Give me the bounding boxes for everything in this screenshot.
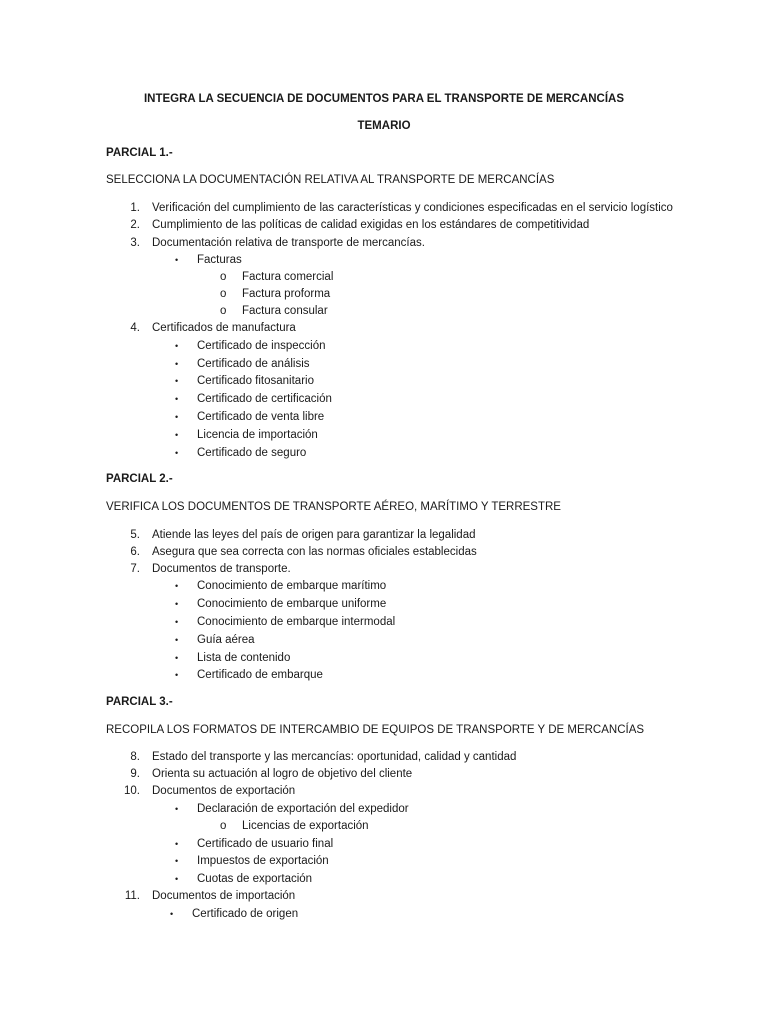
- bullet-icon: •: [175, 670, 179, 680]
- item-number: 6.: [130, 546, 140, 558]
- item-text: Certificado de embarque: [197, 669, 323, 681]
- bullet-icon: •: [170, 909, 174, 919]
- item-text: Atiende las leyes del país de origen para garantizar la legalidad: [152, 529, 476, 541]
- sub-bullet-icon: o: [220, 271, 227, 283]
- item-text: Facturas: [197, 254, 242, 266]
- sub-bullet-icon: o: [220, 305, 227, 317]
- bullet-icon: •: [175, 448, 179, 458]
- item-number: 8.: [130, 751, 140, 763]
- item-text: Impuestos de exportación: [197, 855, 329, 867]
- parcial-2-label: PARCIAL 2.-: [106, 473, 173, 485]
- bullet-icon: •: [175, 599, 179, 609]
- bullet-icon: •: [175, 376, 179, 386]
- item-number: 9.: [130, 768, 140, 780]
- item-number: 7.: [130, 563, 140, 575]
- item-text: Lista de contenido: [197, 652, 291, 664]
- item-text: Cuotas de exportación: [197, 873, 313, 885]
- item-text: Estado del transporte y las mercancías: oportunidad, calidad y cantidad: [152, 751, 517, 763]
- parcial-1-heading: SELECCIONA LA DOCUMENTACIÓN RELATIVA AL TRANSPORTE DE MERCANCÍAS: [106, 174, 555, 186]
- item-text: Certificado de usuario final: [197, 838, 334, 850]
- item-text: Documentos de importación: [152, 890, 296, 902]
- bullet-icon: •: [175, 255, 179, 265]
- item-text: Documentación relativa de transporte de mercancías.: [152, 237, 425, 249]
- item-text: Documentos de exportación: [152, 785, 296, 797]
- item-text: Licencia de importación: [197, 429, 318, 441]
- sub-bullet-icon: o: [220, 820, 227, 832]
- bullet-icon: •: [175, 804, 179, 814]
- item-text: Certificado de origen: [192, 908, 299, 920]
- item-number: 5.: [130, 529, 140, 541]
- bullet-icon: •: [175, 412, 179, 422]
- item-number: 2.: [130, 219, 140, 231]
- item-text: Factura consular: [242, 305, 328, 317]
- bullet-icon: •: [175, 394, 179, 404]
- bullet-icon: •: [175, 635, 179, 645]
- item-text: Licencias de exportación: [242, 820, 369, 832]
- item-number: 3.: [130, 237, 140, 249]
- item-number: 10.: [124, 785, 140, 797]
- item-text: Certificado de análisis: [197, 358, 310, 370]
- item-text: Cumplimiento de las políticas de calidad exigidas en los estándares de competitividad: [152, 219, 590, 231]
- item-text: Factura proforma: [242, 288, 331, 300]
- document-subtitle: TEMARIO: [357, 120, 411, 132]
- bullet-icon: •: [175, 581, 179, 591]
- sub-bullet-icon: o: [220, 288, 227, 300]
- parcial-1-label: PARCIAL 1.-: [106, 147, 173, 159]
- item-number: 1.: [130, 202, 140, 214]
- item-text: Certificado fitosanitario: [197, 375, 314, 387]
- bullet-icon: •: [175, 617, 179, 627]
- item-text: Conocimiento de embarque intermodal: [197, 616, 396, 628]
- bullet-icon: •: [175, 341, 179, 351]
- bullet-icon: •: [175, 430, 179, 440]
- parcial-3-heading: RECOPILA LOS FORMATOS DE INTERCAMBIO DE EQUIPOS DE TRANSPORTE Y DE MERCANCÍAS: [106, 724, 645, 736]
- item-text: Guía aérea: [197, 634, 255, 646]
- item-text: Conocimiento de embarque uniforme: [197, 598, 387, 610]
- item-text: Documentos de transporte.: [152, 563, 291, 575]
- item-text: Certificado de certificación: [197, 393, 332, 405]
- item-number: 11.: [124, 890, 140, 902]
- item-text: Certificado de venta libre: [197, 411, 325, 423]
- bullet-icon: •: [175, 839, 179, 849]
- item-text: Certificado de inspección: [197, 340, 326, 352]
- document-title: INTEGRA LA SECUENCIA DE DOCUMENTOS PARA EL TRANSPORTE DE MERCANCÍAS: [143, 93, 625, 105]
- item-text: Verificación del cumplimiento de las características y condiciones especificadas en el servicio logístico: [152, 202, 673, 214]
- item-number: 4.: [130, 322, 140, 334]
- parcial-3-label: PARCIAL 3.-: [106, 696, 173, 708]
- item-text: Asegura que sea correcta con las normas oficiales establecidas: [152, 546, 477, 558]
- parcial-2-heading: VERIFICA LOS DOCUMENTOS DE TRANSPORTE AÉREO, MARÍTIMO Y TERRESTRE: [106, 501, 561, 513]
- item-text: Declaración de exportación del expedidor: [197, 803, 409, 815]
- bullet-icon: •: [175, 653, 179, 663]
- item-text: Factura comercial: [242, 271, 334, 283]
- bullet-icon: •: [175, 856, 179, 866]
- bullet-icon: •: [175, 874, 179, 884]
- bullet-icon: •: [175, 359, 179, 369]
- item-text: Orienta su actuación al logro de objetivo del cliente: [152, 768, 413, 780]
- item-text: Certificado de seguro: [197, 447, 307, 459]
- item-text: Certificados de manufactura: [152, 322, 296, 334]
- item-text: Conocimiento de embarque marítimo: [197, 580, 387, 592]
